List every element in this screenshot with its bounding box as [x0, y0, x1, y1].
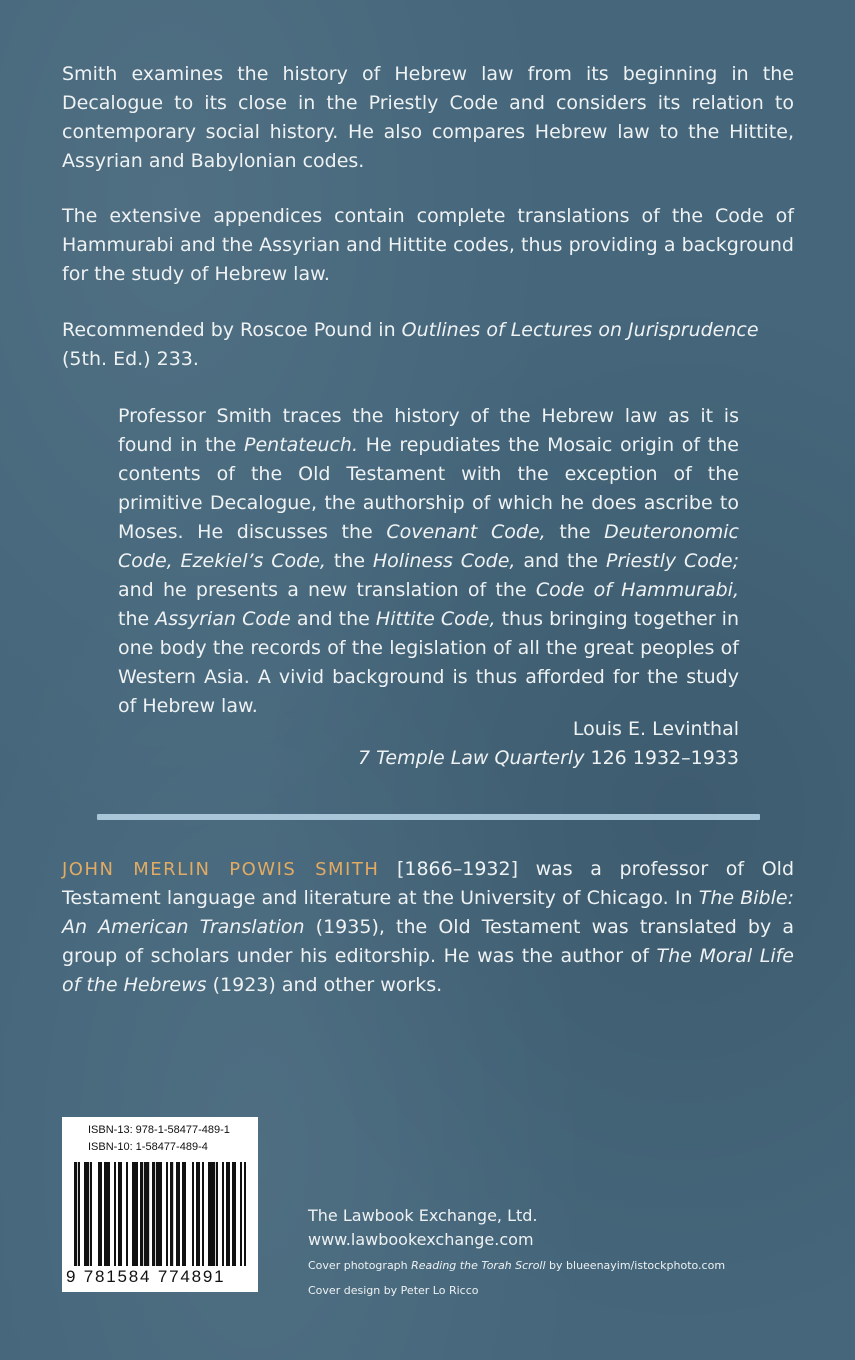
- barcode-bar: [208, 1162, 210, 1266]
- barcode-bar: [234, 1162, 236, 1266]
- barcode-bar: [212, 1162, 215, 1266]
- review-source: [358, 744, 739, 773]
- barcode-bar: [136, 1162, 138, 1266]
- text-run: [1866–1932] was a professor of Old Testament language and literature at the University of Chicago. In: [62, 858, 795, 909]
- text-run: Professor Smith traces the history of the Hebrew law as it is found in the: [118, 405, 739, 456]
- italic-title: Holiness Code,: [372, 550, 516, 572]
- text-run: and the: [290, 608, 376, 630]
- text-run: and he presents a new translation of the: [118, 579, 536, 601]
- italic-title: Deuteronomic Code, Ezekiel’s Code,: [118, 521, 739, 572]
- design-credit: Cover design by Peter Lo Ricco: [308, 1284, 479, 1297]
- review-source-journal: 7 Temple Law Quarterly: [358, 747, 585, 769]
- barcode-bar: [210, 1162, 212, 1266]
- author-name: JOHN MERLIN POWIS SMITH: [62, 859, 380, 880]
- text-run: the: [325, 550, 373, 572]
- barcode-bar: [146, 1162, 149, 1266]
- barcode-bar: [84, 1162, 86, 1266]
- barcode-bar: [90, 1162, 92, 1266]
- italic-title: Assyrian Code: [155, 608, 291, 630]
- text-run: He repudiates the Mosaic origin of the contents of the Old Testament with the exception of the primitive Decalogue, the authorship of which he does ascribe to Moses. He discusses the: [118, 434, 739, 543]
- barcode-bar: [178, 1162, 180, 1266]
- publisher-name: The Lawbook Exchange, Ltd.: [308, 1206, 538, 1225]
- barcode-box: [62, 1117, 258, 1292]
- section-divider: [97, 814, 760, 820]
- barcode-bar: [106, 1162, 108, 1266]
- photo-credit-text: Cover photograph: [308, 1259, 412, 1272]
- italic-title: Hittite Code,: [375, 608, 496, 630]
- photo-credit-source: by blueenayim/istockphoto.com: [545, 1259, 726, 1272]
- text-run: (1935), the Old Testament was translated by a group of scholars under his editorship. He was the author of: [62, 916, 794, 967]
- recommendation-edition: (5th. Ed.) 233.: [62, 348, 199, 370]
- barcode-digits: 9 781584 774891: [66, 1267, 226, 1286]
- recommendation-book-title: Outlines of Lectures on Jurisprudence: [401, 319, 759, 341]
- barcode-bar: [198, 1162, 200, 1266]
- isbn-10: ISBN-10: 1-58477-489-4: [88, 1141, 208, 1153]
- barcode-bar: [196, 1162, 198, 1266]
- barcode-bar: [108, 1162, 110, 1266]
- text-run: thus bringing together in one body the records of the legislation of all the great peoples of Western Asia. A vivid background is thus afforded for the study of Hebrew law.: [118, 608, 740, 717]
- text-run: the: [118, 608, 156, 630]
- barcode-bar: [244, 1162, 246, 1266]
- barcode-bar: [170, 1162, 173, 1266]
- recommendation-paragraph: [62, 316, 794, 374]
- photo-credit-title: Reading the Torah Scroll: [411, 1259, 546, 1272]
- barcode-bar: [232, 1162, 234, 1266]
- barcode-bar: [202, 1162, 204, 1266]
- barcode-bar: [118, 1162, 120, 1266]
- barcode-bar: [100, 1162, 102, 1266]
- barcode-bar: [160, 1162, 162, 1266]
- italic-title: The Bible: An American Translation: [62, 887, 794, 938]
- barcode-bar: [120, 1162, 122, 1266]
- isbn-13: ISBN-13: 978-1-58477-489-1: [88, 1124, 230, 1136]
- italic-title: Covenant Code,: [386, 521, 546, 543]
- barcode-bar: [228, 1162, 230, 1266]
- barcode-bar: [166, 1162, 168, 1266]
- italic-title: Priestly Code;: [606, 550, 740, 572]
- barcode-bar: [240, 1162, 242, 1266]
- review-author: Louis E. Levinthal: [572, 718, 739, 740]
- author-bio: [62, 855, 794, 1000]
- barcode-bar: [184, 1162, 186, 1266]
- barcode-bar: [126, 1162, 128, 1266]
- review-source-citation: 126 1932–1933: [584, 747, 739, 769]
- recommendation-text: Recommended by Roscoe Pound in: [62, 319, 402, 341]
- barcode-bar: [114, 1162, 116, 1266]
- barcode-bar: [192, 1162, 194, 1266]
- barcode-bar: [140, 1162, 143, 1266]
- text-run: (1923) and other works.: [206, 974, 443, 996]
- barcode-bar: [86, 1162, 89, 1266]
- barcode-icon: [74, 1162, 246, 1266]
- barcode-bar: [78, 1162, 80, 1266]
- text-run: the: [545, 521, 605, 543]
- italic-title: The Moral Life of the Hebrews: [62, 945, 794, 996]
- barcode-bar: [152, 1162, 155, 1266]
- text-run: and the: [515, 550, 606, 572]
- italic-title: Pentateuch.: [244, 434, 358, 456]
- italic-title: Code of Hammurabi,: [535, 579, 739, 601]
- barcode-bar: [132, 1162, 134, 1266]
- barcode-bar: [222, 1162, 224, 1266]
- photo-credit: [308, 1258, 725, 1274]
- barcode-bar: [74, 1162, 77, 1266]
- barcode-bar: [144, 1162, 146, 1266]
- description-paragraph-1: Smith examines the history of Hebrew law from its beginning in the Decalogue to its close in the Priestly Code and considers its relation to contemporary social history. He also compares Hebrew law to the Hittite, Assyrian and Babylonian codes.: [62, 63, 794, 172]
- barcode-bar: [216, 1162, 218, 1266]
- publisher-website[interactable]: www.lawbookexchange.com: [308, 1230, 534, 1249]
- barcode-bar: [156, 1162, 158, 1266]
- barcode-bar: [226, 1162, 228, 1266]
- review-quote: [118, 402, 739, 721]
- description-paragraph-2: The extensive appendices contain complete translations of the Code of Hammurabi and the Assyrian and Hittite codes, thus providing a background for the study of Hebrew law.: [62, 205, 794, 285]
